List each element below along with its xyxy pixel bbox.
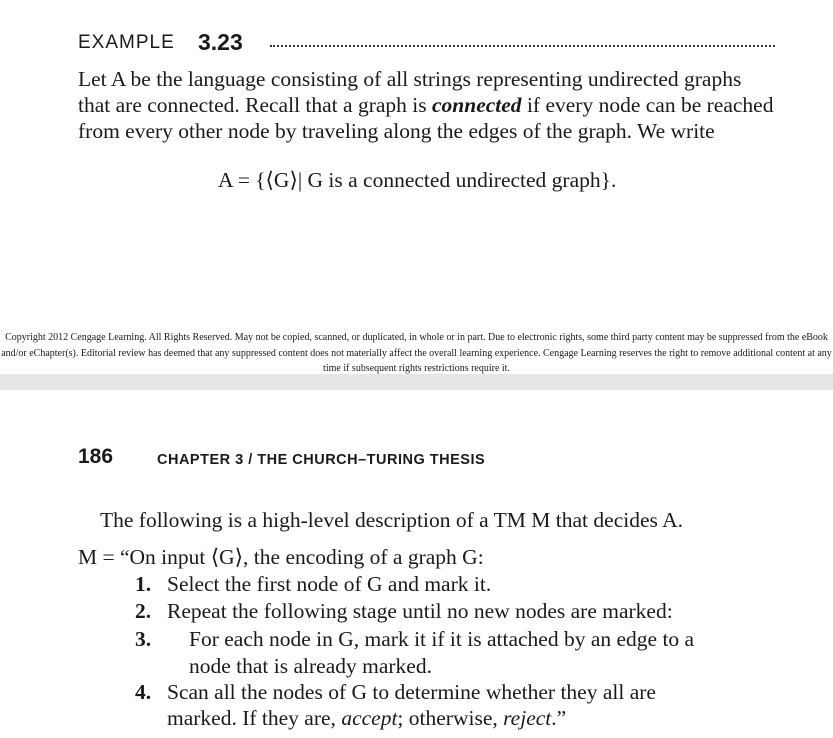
step-text: Scan all the nodes of G to determine whether they all are <box>167 680 656 704</box>
reject-word: reject <box>503 706 552 730</box>
step-2 <box>135 599 673 624</box>
text: that are connected. Recall that a graph is <box>78 93 432 117</box>
step-text: Select the first node of G and mark it. <box>167 572 492 596</box>
step-num: 2. <box>135 599 152 623</box>
formula: A = {⟨G⟩| G is a connected undirected graph}. <box>218 168 617 192</box>
emphasis: connected <box>432 93 522 117</box>
para-line: from every other node by traveling along the edges of the graph. We write <box>78 119 715 143</box>
step-num: 3. <box>135 627 152 651</box>
m-line: M = “On input ⟨G⟩, the encoding of a graph G: <box>78 545 484 569</box>
intro-line: The following is a high-level description of a TM M that decides A. <box>100 508 683 532</box>
step-4 <box>135 680 656 705</box>
accept-word: accept <box>341 706 398 730</box>
para-line: Let A be the language consisting of all strings representing undirected graphs <box>78 67 742 91</box>
text: ; otherwise, <box>397 706 504 730</box>
example-paragraph <box>78 66 773 144</box>
step-text: Repeat the following stage until no new nodes are marked: <box>167 599 673 623</box>
text: .” <box>551 706 567 730</box>
chapter-header: CHAPTER 3 / THE CHURCH–TURING THESIS <box>157 452 486 468</box>
page-separator <box>0 374 833 390</box>
page-number: 186 <box>78 445 114 468</box>
step-1 <box>135 572 491 597</box>
example-number: 3.23 <box>198 29 243 55</box>
text: marked. If they are, <box>167 706 342 730</box>
text: if every node can be reached <box>521 93 774 117</box>
step-4-cont <box>167 706 566 731</box>
step-num: 1. <box>135 572 152 596</box>
step-3 <box>135 627 694 652</box>
dotted-rule <box>270 45 775 47</box>
copyright-notice: Copyright 2012 Cengage Learning. All Rights Reserved. May not be copied, scanned, or duplicated, in whole or in part. Due to electronic rights, some third party content may be suppressed from the eBook and/or eChapter(s). Editorial review has deemed that any suppressed content does not materially affect the overall learning experience. Cengage Learning reserves the right to remove additional content at any time if subsequent rights restrictions require it. <box>1 332 832 374</box>
para-line <box>78 92 773 118</box>
example-label: EXAMPLE <box>78 32 175 53</box>
step-3-cont: node that is already marked. <box>189 654 432 678</box>
step-text: For each node in G, mark it if it is attached by an edge to a <box>189 627 695 651</box>
step-num: 4. <box>135 680 152 704</box>
